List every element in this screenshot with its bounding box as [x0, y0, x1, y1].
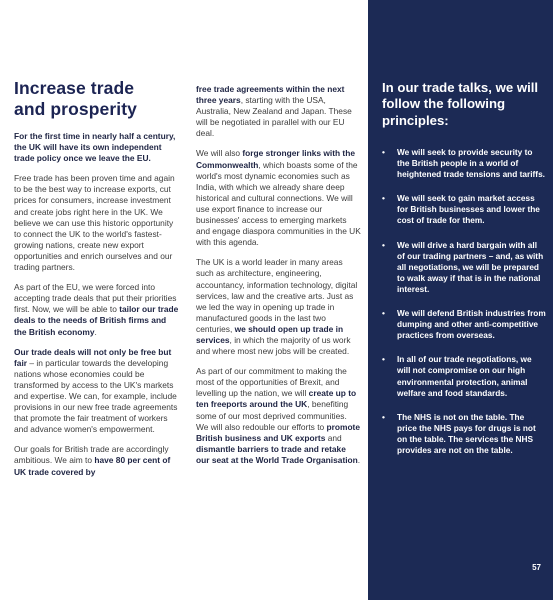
- paragraph-services: [196, 257, 361, 357]
- bold-run: we should open up trade in services: [196, 323, 344, 345]
- page-title: [14, 78, 180, 120]
- page-number: 57: [532, 563, 541, 572]
- principles-list: [380, 147, 546, 469]
- text-run: .: [94, 326, 97, 337]
- principle-text: We will defend British industries from dumping and other anti-competitive practices from overseas.: [397, 308, 546, 341]
- bold-run: tailor our trade deals to the needs of British firms and the British economy: [14, 304, 179, 337]
- bold-run: dismantle barriers to trade and retake our seat at the World Trade Organisation: [196, 443, 358, 465]
- text-run: , starting with the USA, Australia, New Zealand and Japan. These will be negotiated in parallel with our EU deal.: [196, 95, 352, 139]
- principle-text: We will drive a hard bargain with all of our trading partners – and, as with all negotiations, we will be prepared to walk away if that is in the national interest.: [397, 239, 544, 294]
- bold-run: create up to ten freeports around the UK: [196, 388, 357, 410]
- text-run: As part of our commitment to making the most of the opportunities of Brexit, and levelling up the nation, we will: [196, 366, 347, 399]
- paragraph-freeports: [196, 366, 361, 466]
- paragraph-free-trade: Free trade has been proven time and again to be the best way to increase exports, cut prices for consumers, increase investment and create jobs right here in the UK. We believe we can use this historic opportunity to connect the UK to the world's fastest-growing nations, create new export opportunities and enrich ourselves and our trading partners.: [14, 173, 175, 273]
- bold-run: Our trade deals will not only be free but fair: [14, 346, 172, 368]
- paragraph-commonwealth: [196, 148, 361, 248]
- text-run: As part of the EU, we were forced into accepting trade deals that put their priorities first. Now, we will be able to: [14, 282, 177, 315]
- bold-run: have 80 per cent of UK trade covered by: [14, 455, 171, 477]
- principle-item: [380, 240, 546, 295]
- principle-item: [380, 193, 546, 226]
- paragraph-goals: [14, 444, 180, 477]
- bold-run: free trade agreements within the next three years: [196, 84, 345, 106]
- text-run: We will also: [196, 148, 243, 159]
- text-run: , benefiting some of our most deprived communities. We will also redouble our efforts to: [196, 399, 349, 432]
- middle-column: [196, 84, 361, 475]
- text-run: Our goals for British trade are accordingly ambitious. We aim to: [14, 444, 169, 466]
- principle-item: [380, 147, 546, 180]
- title-line-1: Increase trade: [14, 78, 135, 98]
- principle-text: In all of our trade negotiations, we will not compromise on our high environmental protection, animal welfare and food standards.: [397, 354, 532, 398]
- paragraph-free-but-fair: [14, 347, 180, 436]
- principle-item: [380, 308, 546, 341]
- paragraph-fta: [196, 84, 361, 139]
- bold-run: forge stronger links with the Commonwealth: [196, 148, 355, 170]
- principle-text: We will seek to gain market access for British businesses and lower the cost of trade for them.: [397, 193, 540, 226]
- lead-paragraph: For the first time in nearly half a century, the UK will have its own independent trade policy once we leave the EU.: [14, 131, 176, 164]
- text-run: The UK is a world leader in many areas such as architecture, engineering, accountancy, information technology, digital services, law and the creative arts. Just as we led the way in opening up trade in manufactured goods in the last two centuries,: [196, 257, 358, 334]
- bullet-icon: •: [382, 354, 385, 365]
- text-run: , in which the majority of us work and where most new jobs will be created.: [196, 334, 351, 357]
- paragraph-eu-deals: [14, 282, 180, 337]
- text-run: , which boasts some of the world's most dynamic economies such as India, with which we already share deep historical and cultural connections. We will use export finance to increase our businesses' access to emerging markets and engage diaspora communities in the UK with this agenda.: [196, 159, 361, 248]
- principles-title: In our trade talks, we will follow the following principles:: [382, 80, 539, 128]
- bullet-icon: •: [382, 147, 385, 157]
- bullet-icon: •: [382, 308, 385, 319]
- bullet-icon: •: [382, 411, 385, 422]
- bold-run: promote British business and UK exports: [196, 421, 360, 443]
- principles-panel: [368, 0, 553, 600]
- principle-item: [380, 354, 546, 398]
- principle-item: [380, 412, 546, 456]
- left-column: [14, 78, 180, 487]
- text-run: – in particular towards the developing nations whose economies could be transformed by access to the UK's markets and expertise. We can, for example, include provisions in our new free trade agreements that promote the fair treatment of workers and advance women's empowerment.: [14, 357, 178, 435]
- text-run: .: [357, 454, 361, 465]
- bullet-icon: •: [382, 239, 385, 250]
- principle-text: The NHS is not on the table. The price the NHS pays for drugs is not on the table. The services the NHS provides are not on the table.: [397, 411, 536, 455]
- title-line-2: and prosperity: [14, 99, 137, 119]
- bullet-icon: •: [382, 193, 385, 204]
- principle-text: We will seek to provide security to the British people in a world of heightened trade tensions and tariffs.: [397, 147, 545, 180]
- text-run: and: [325, 432, 342, 443]
